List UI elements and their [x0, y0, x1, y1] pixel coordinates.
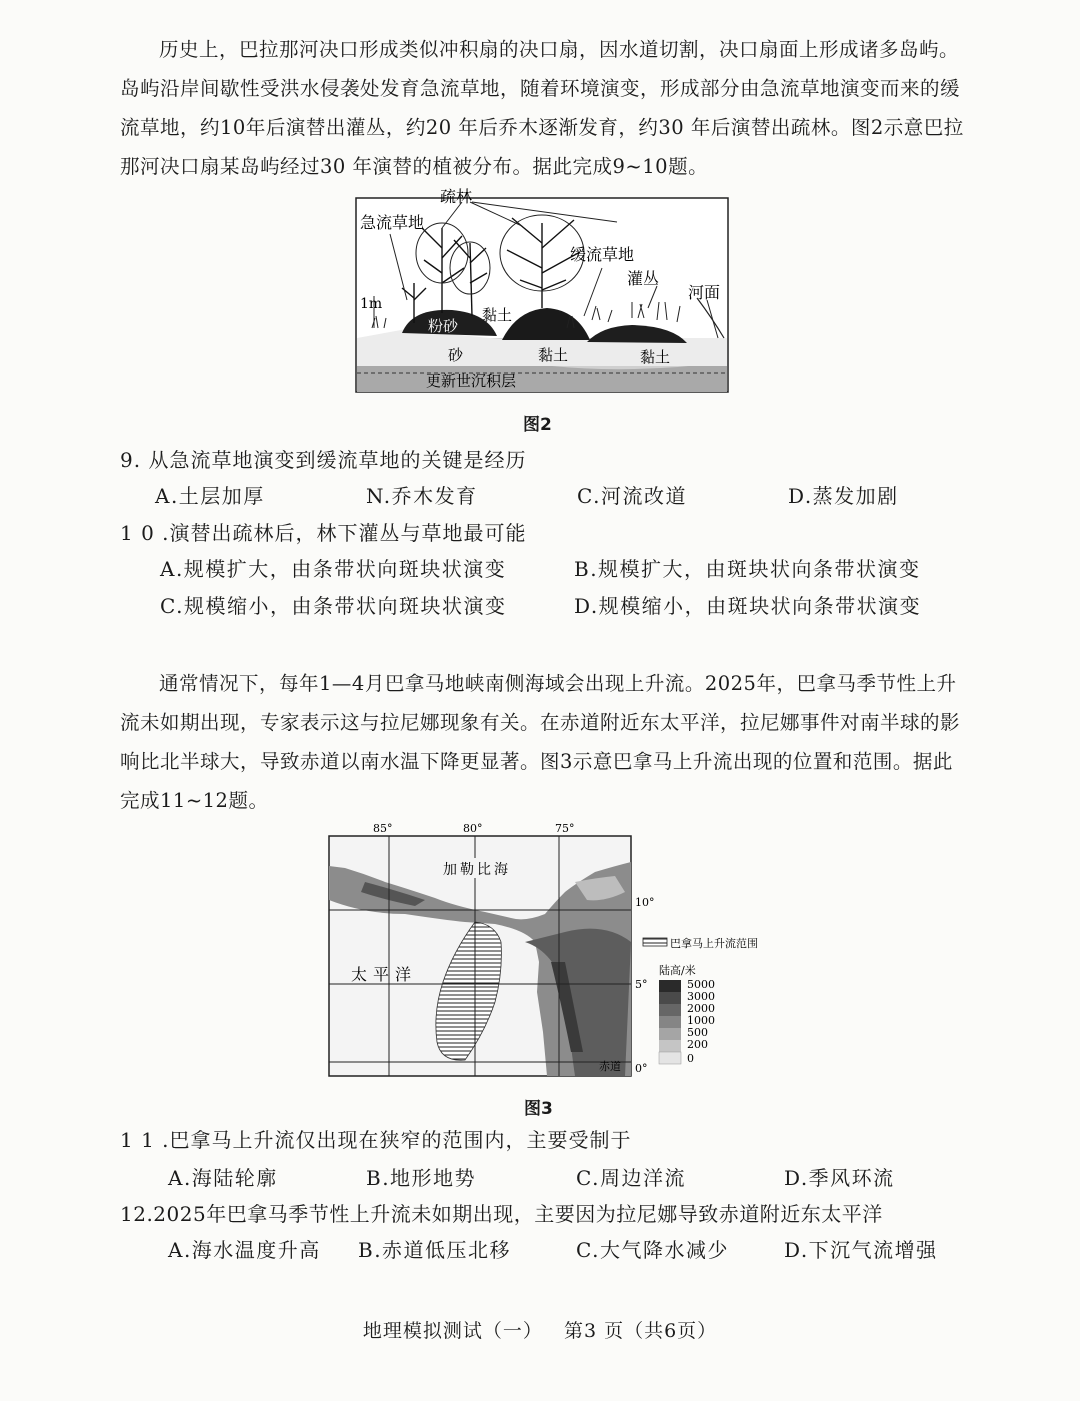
q9-option-c[interactable]: C.河流改道: [577, 484, 687, 508]
legend-value-500: 500: [687, 1026, 708, 1039]
label-guancong: 灌丛: [627, 269, 660, 288]
label-niantu-1: 黏土: [482, 306, 513, 324]
q11-option-c[interactable]: C.周边洋流: [576, 1166, 686, 1190]
label-pacific: 太平洋: [351, 965, 418, 984]
label-huanliu: 缓流草地: [570, 245, 635, 264]
passage-1-text: 历史上，巴拉那河决口形成类似冲积扇的决口扇，因水道切割，决口扇面上形成诸多岛屿。岛屿沿岸间歇性受洪水侵袭处发育急流草地，随着环境演变，形成部分由急流草地演变而来的缓流草地，约10年后演替出灌丛，约20 年后乔木逐渐发育，约30 年后演替出疏林。图2示意巴拉那河决口扇某岛屿经过30 年演替的植被分布。据此完成9~10题。: [120, 38, 964, 178]
label-shulin: 疏林: [440, 188, 473, 206]
label-niantu-3: 黏土: [640, 348, 671, 366]
q9-option-d[interactable]: D.蒸发加剧: [788, 484, 899, 508]
legend-value-2000: 2000: [687, 1002, 715, 1015]
label-scale: 1m: [360, 296, 383, 312]
q12-option-b[interactable]: B.赤道低压北移: [358, 1238, 512, 1262]
figure-3-map: [325, 822, 795, 1084]
question-11-stem: 1 1 .巴拿马上升流仅出现在狭窄的范围内，主要受制于: [120, 1128, 632, 1152]
figure-2: [352, 188, 742, 406]
legend-swatch-5000: [659, 980, 681, 992]
q10-option-b[interactable]: B.规模扩大，由斑块状向条带状演变: [574, 557, 921, 581]
q10-option-c[interactable]: C.规模缩小，由条带状向斑块状演变: [160, 594, 507, 618]
q11-option-a[interactable]: A.海陆轮廓: [168, 1166, 278, 1190]
label-caribbean: 加勒比海: [443, 862, 511, 878]
question-12-stem: 12.2025年巴拿马季节性上升流未如期出现，主要因为拉尼娜导致赤道附近东太平洋: [120, 1202, 883, 1226]
lon-label-85: 85°: [373, 822, 393, 835]
lat-label-0: 0°: [635, 1062, 648, 1075]
q9-option-a[interactable]: A.土层加厚: [155, 484, 265, 508]
legend-value-5000: 5000: [687, 978, 715, 991]
legend-elevation-title: 陆高/米: [659, 964, 696, 977]
legend-upwelling-swatch: [643, 938, 667, 946]
q12-option-d[interactable]: D.下沉气流增强: [784, 1238, 938, 1262]
label-niantu-2: 黏土: [538, 346, 569, 364]
q9-option-b[interactable]: N.乔木发育: [366, 484, 478, 508]
lat-label-5: 5°: [635, 978, 648, 991]
legend-value-200: 200: [687, 1038, 708, 1051]
page-footer: 地理模拟测试（一） 第3 页（共6页）: [362, 1320, 718, 1342]
legend-value-1000: 1000: [687, 1014, 715, 1027]
lat-label-10: 10°: [635, 896, 655, 909]
legend-upwelling-label: 巴拿马上升流范围: [670, 937, 758, 950]
passage-2: [120, 664, 970, 820]
label-hemian: 河面: [688, 283, 721, 302]
q10-option-d[interactable]: D.规模缩小，由斑块状向条带状演变: [574, 594, 922, 618]
legend-swatch-3000: [659, 992, 681, 1004]
lon-label-75: 75°: [555, 822, 575, 835]
lon-label-80: 80°: [463, 822, 483, 835]
question-9-stem: 9. 从急流草地演变到缓流草地的关键是经历: [120, 448, 527, 472]
q12-option-a[interactable]: A.海水温度升高: [168, 1238, 321, 1262]
label-fensha: 粉砂: [428, 317, 459, 335]
q11-option-d[interactable]: D.季风环流: [784, 1166, 895, 1190]
label-jiliu: 急流草地: [360, 213, 425, 232]
label-equator: 赤道: [599, 1060, 621, 1073]
figure-2-caption: 图2: [523, 415, 552, 435]
legend-swatch-200: [659, 1040, 681, 1052]
legend-swatch-1000: [659, 1016, 681, 1028]
q12-option-c[interactable]: C.大气降水减少: [576, 1238, 729, 1262]
legend-swatch-0: [659, 1052, 681, 1064]
q11-option-b[interactable]: B.地形地势: [366, 1166, 477, 1190]
label-sha: 砂: [448, 346, 464, 364]
legend-value-0: 0: [687, 1052, 694, 1065]
question-10-stem: 1 0 .演替出疏林后，林下灌丛与草地最可能: [120, 521, 527, 545]
figure-3-caption: 图3: [524, 1099, 553, 1119]
legend-swatch-500: [659, 1028, 681, 1040]
legend-value-3000: 3000: [687, 990, 715, 1003]
label-layer: 更新世沉积层: [426, 372, 517, 390]
legend-swatch-2000: [659, 1004, 681, 1016]
figure-3: [325, 822, 795, 1084]
q10-option-a[interactable]: A.规模扩大，由条带状向斑块状演变: [160, 557, 507, 581]
passage-2-text: 通常情况下，每年1—4月巴拿马地峡南侧海域会出现上升流。2025年，巴拿马季节性上升流未如期出现，专家表示这与拉尼娜现象有关。在赤道附近东太平洋，拉尼娜事件对南半球的影响比北半球大，导致赤道以南水温下降更显著。图3示意巴拿马上升流出现的位置和范围。据此完成11~12题。: [120, 672, 961, 812]
passage-1: [120, 30, 970, 186]
figure-2-diagram: [352, 188, 742, 406]
